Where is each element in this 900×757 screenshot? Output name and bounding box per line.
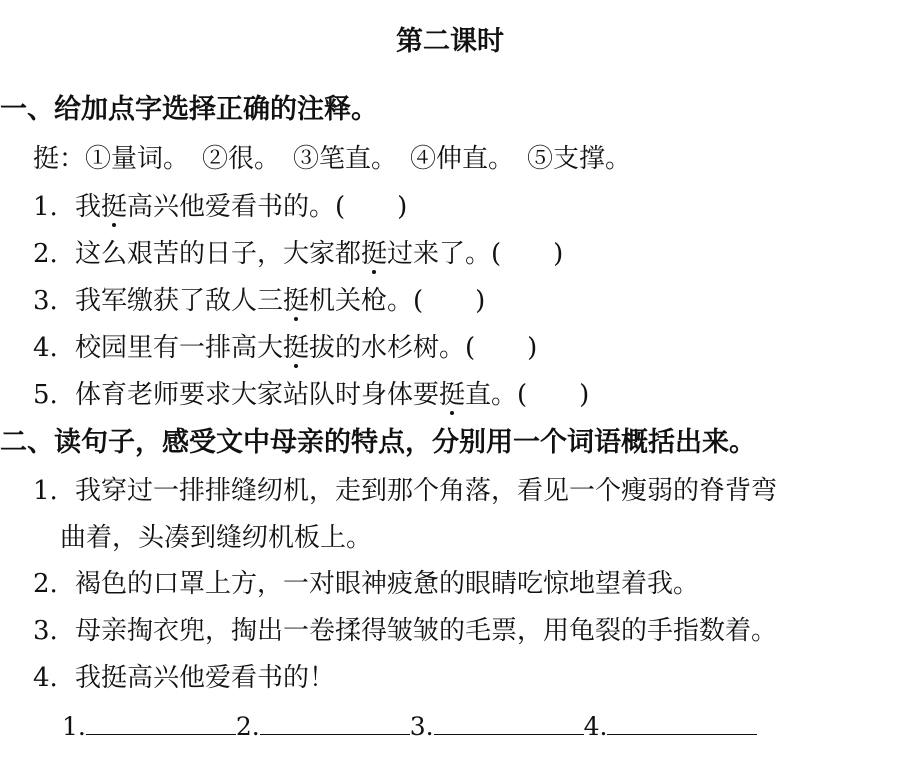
- section1-heading: 一、给加点字选择正确的注释。: [0, 94, 378, 125]
- item-text-pre: 校园里有一排高大: [75, 333, 284, 363]
- dotted-character: 挺: [361, 239, 388, 269]
- list-item: [33, 665, 335, 691]
- item-text-post: 直。( ): [465, 380, 590, 410]
- item-text: 我穿过一排排缝纫机，走到那个角落，看见一个瘦弱的脊背弯: [75, 476, 778, 506]
- section2-heading: 二、读句子，感受文中母亲的特点，分别用一个词语概括出来。: [0, 427, 756, 458]
- item-number: 2.: [33, 239, 58, 269]
- item-number: 4.: [33, 333, 58, 363]
- item-text-pre: 体育老师要求大家站队时身体要: [75, 380, 440, 410]
- item-number: 1.: [33, 476, 58, 506]
- list-item: [33, 194, 407, 220]
- item-text-pre: 这么艰苦的日子，大家都: [75, 239, 362, 269]
- answer-blank[interactable]: [607, 712, 757, 735]
- item-number: 4.: [33, 663, 58, 693]
- item-text-post: 机关枪。( ): [309, 286, 486, 316]
- item-text-continued: 曲着，头凑到缝纫机板上。: [60, 523, 373, 553]
- list-item: [33, 241, 563, 267]
- item-text: 母亲掏衣兜，掏出一卷揉得皱皱的毛票，用龟裂的手指数着。: [75, 616, 778, 646]
- list-item: [33, 335, 537, 361]
- list-item: [33, 571, 699, 597]
- item-number: 2.: [33, 569, 58, 599]
- dotted-character: 挺: [101, 192, 128, 222]
- item-text-pre: 我: [75, 192, 102, 222]
- list-item: [33, 478, 777, 504]
- dotted-character: 挺: [283, 286, 310, 316]
- definitions-line: 挺：①量词。 ②很。 ③笔直。 ④伸直。 ⑤支撑。: [33, 144, 632, 174]
- item-text: 褐色的口罩上方，一对眼神疲惫的眼睛吃惊地望着我。: [75, 569, 700, 599]
- item-text: 我挺高兴他爱看书的！: [75, 663, 336, 693]
- list-item: [33, 288, 485, 314]
- item-number: 3.: [33, 286, 58, 316]
- answer-blank[interactable]: [86, 712, 236, 735]
- answer-blanks-row: [62, 712, 757, 739]
- dotted-character: 挺: [439, 380, 466, 410]
- page-title: 第二课时: [396, 26, 504, 57]
- answer-blank[interactable]: [434, 712, 584, 735]
- answer-label: 4.: [583, 712, 608, 741]
- answer-label: 1.: [62, 712, 86, 741]
- item-text-post: 高兴他爱看书的。( ): [127, 192, 408, 222]
- answer-label: 2.: [235, 712, 260, 741]
- item-text-pre: 我军缴获了敌人三: [75, 286, 284, 316]
- item-number: 3.: [33, 616, 58, 646]
- item-text-post: 拔的水杉树。( ): [309, 333, 538, 363]
- dotted-character: 挺: [283, 333, 310, 363]
- answer-label: 3.: [409, 712, 434, 741]
- list-item: [33, 618, 777, 644]
- answer-blank[interactable]: [260, 712, 410, 735]
- item-number: 5.: [33, 380, 58, 410]
- item-number: 1.: [33, 192, 58, 222]
- list-item: [33, 382, 589, 408]
- item-text-post: 过来了。( ): [387, 239, 564, 269]
